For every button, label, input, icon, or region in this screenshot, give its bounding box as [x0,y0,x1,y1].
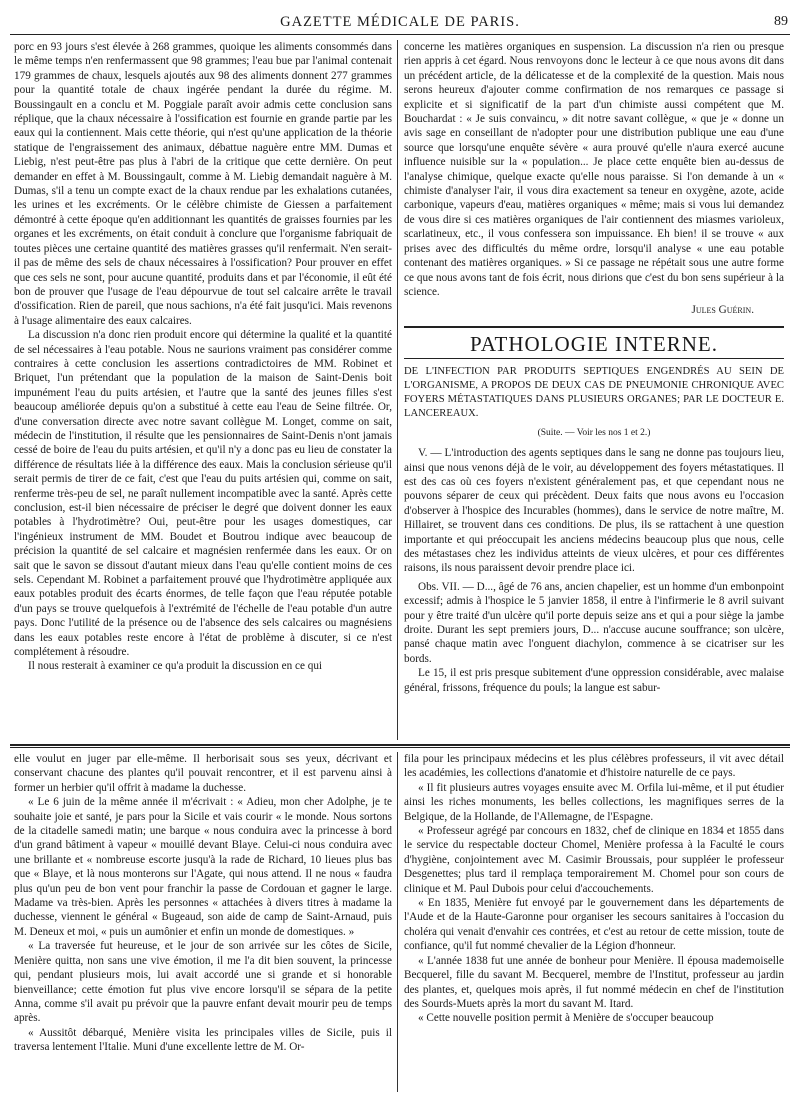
page-header [10,8,790,35]
article-title: DE L'INFECTION PAR PRODUITS SEPTIQUES ENGENDRÉS AU SEIN DE L'ORGANISME, A PROPOS DE DEUX CAS DE PNEUMONIE CHRONIQUE AVEC FOYERS MÉTASTATIQUES DANS PLUSIEURS ORGANES; PAR LE DOCTEUR E. LANCEREAUX. [404,365,784,419]
author-signature: Jules Guérin. [691,304,754,317]
section-header [404,326,784,359]
paragraph: « Il fit plusieurs autres voyages ensuite avec M. Orfila lui-même, et il put étudier ainsi les riches monuments, les belles collections, les magnifiques serres de la Belgique, de la Hollande, de l'Allemagne, de l'Espagne. [404,781,784,823]
paragraph: Il nous resterait à examiner ce qu'a produit la discussion en ce qui [28,660,323,673]
continuation-note: (Suite. — Voir les nos 1 et 2.) [537,427,651,438]
paragraph: fila pour les principaux médecins et les plus célèbres professeurs, il vit avec détail les académies, les collections d'anatomie et d'histoire naturelle de ce pays. [404,753,784,780]
column-top-left [14,40,392,740]
paragraph: porc en 93 jours s'est élevée à 268 grammes, quoique les aliments consommés dans le même temps n'en renfermassent que 98 grammes; l'eau bue par l'animal contenait 179 grammes de chaux, lesquels ajoutés aux 98 des aliments donnent 277 grammes pour la quantité totale de chaux ingérée pendant la durée du régime. M. Boussingault en a conclu et M. Poggiale paraît avoir admis cette conclusion sans réplique, que la chaux nécessaire à l'ossification est fournie en grande partie par les eaux qui la contiennent. Mais cette théorie, qui n'est qu'une application de la théorie statique de l'engraissement des animaux, débattue naguère entre MM. Dumas et Liebig, n'est peut-être pas plus à l'abri de la critique que cette dernière. On peut demander en effet à M. Boussingault, comme à M. Liebig demandait naguère à M. Dumas, s'il a tenu un compte exact de la chaux rendue par les exhalations cutanées, les urines et les excréments. Or le célèbre chimiste de Giessen a parfaitement démontré à cette époque qu'en additionnant les quantités de graisses fournies par les organes et les excréments, on était conduit à conclure que l'organisme fabriquait de toutes pièces une certaine quantité des matières grasses qu'il renfermait. N'en serait-il pas de même des sels de chaux nécessaires à l'ossification? Pour prouver en effet que ces sels ne sont, pour aucune quantité, produits dans et par l'économie, il eût été bon de prouver que l'usage de l'eau dépourvue de tout sel calcaire arrête le travail d'ossification. Rien de pareil, que nous sachions, n'a été fait jusqu'ici. Mais revenons à l'usage alimentaire des eaux calcaires. [14,41,392,327]
paragraph: « En 1835, Menière fut envoyé par le gouvernement dans les départements de l'Aude et de la Haute-Garonne pour organiser les secours sanitaires à l'occasion du choléra qui venait d'envahir ces contrées, et c'est au retour de cette mission, toute de confiance, qu'il fut nommé chevalier de la Légion d'honneur. [404,897,784,953]
column-divider [397,752,398,1092]
paragraph: « Professeur agrégé par concours en 1832, chef de clinique en 1834 et 1855 dans le service du respectable docteur Chomel, Menière professa à la Faculté le cours d'hygiène, conjointement avec M. Casimir Broussais, pour suppléer le professeur Desgenettes; plus tard il remplaça temporairement M. Chomel pour son cours de clinique et M. Paul Dubois pour celui d'accouchements. [404,825,784,895]
section-divider [10,744,790,746]
paragraph: elle voulut en juger par elle-même. Il herborisait sous ses yeux, décrivant et conservant chacune des plantes qu'il pouvait rencontrer, et il est parvenu ainsi à former un herbier qu'il offrit à madame la duchesse. [14,753,392,794]
section-title: PATHOLOGIE INTERNE. [469,331,719,356]
column-divider [397,40,398,740]
journal-title: GAZETTE MÉDICALE DE PARIS. [280,14,520,30]
section-divider-thin [10,747,790,748]
paragraph: Le 15, il est pris presque subitement d'une oppression considérable, avec malaise général, frissons, fréquence du pouls; la langue est sabur- [404,667,784,694]
paragraph: « L'année 1838 fut une année de bonheur pour Menière. Il épousa mademoiselle Becquerel, fille du savant M. Becquerel, membre de l'Institut, professeur au jardin des plantes, et, quelques mois après, il fut nommé médecin en chef de l'institution des Sourds-Muets après la mort du savant M. Itard. [404,954,784,1010]
paragraph: « Le 6 juin de la même année il m'écrivait : « Adieu, mon cher Adolphe, je te souhaite joie et santé, je pars pour la Sicile et vais courir « le monde. Nous sortons de la citadelle samedi matin; une barque « nous conduira avec la princesse à bord d'un grand bâtiment à vapeur « mouillé devant Blaye. Celui-ci nous conduira avec une brillante et « nombreuse escorte jusqu'à la rade de Richard, 10 lieues plus bas que « Blaye, et là nous monterons sur l'Agate, qui nous attend. Il ne nous « faudra plus qu'un peu de bon vent pour franchir la passe de Cordouan et gagner le large. Madame va très-bien. Après les personnes « attachées à divers titres à madame la duchesse, viennent le général « Bugeaud, son aide de camp de Saint-Arnaud, puis M. Deneux et moi, « puis un aumônier et enfin un monde de domestiques. » [14,796,392,938]
paragraph: V. — L'introduction des agents septiques dans le sang ne donne pas toujours lieu, ainsi que nous venons déjà de le voir, au développement des foyers métastatiques. Il est des cas où ces foyers n'existent généralement pas, et que cependant nous ne pouvons séparer de ceux qui précèdent. Deux faits que nous avons eu l'occasion d'observer à l'hospice des Incurables (hommes), dans le service de notre maître, M. Hillairet, se trouvent dans ces conditions. De plus, ils se rattachent à une question importante et qui préoccupait les anciens médecins beaucoup plus que nous, celle des métastases chez les individus atteints de vieux ulcères, et pour ces différentes raisons, ils nous paraissent devoir prendre place ici. [404,447,784,575]
paragraph: concerne les matières organiques en suspension. La discussion n'a rien ou presque rien appris à cet égard. Nous renvoyons donc le lecteur à ce que nous avons dit dans un précédent article, de la délicatesse et de la complexité de la question. Mais nous serons heureux d'ajouter comme confirmation de nos remarques ce passage si explicite et si significatif de la part d'un chimiste aussi compétent que M. Bouchardat : « Je suis convaincu, » dit notre savant collègue, « que je « donne un avis sage en conseillant de n'adopter pour une distribution publique une eau d'une source que lorsqu'une enquête sévère « aura prouvé qu'elle n'aura exercé aucune influence nuisible sur la « population... Je place cette enquête bien au-dessus de l'analyse chimique, quelque exacte qu'elle nous paraisse. Si l'on demande à un « chimiste d'analyser l'air, il vous dira exactement sa teneur en oxygène, azote, acide carbonique, vapeurs d'eau, matières organiques « même; mais si vous lui demandez de vous dire si ces matières organiques de l'air contiennent des miasmes varioleux, scarlatineux, etc., il vous confessera son impuissance. Eh bien! il se trouve « aux prises avec des difficultés du même ordre, lorsqu'il analyse « une eau potable contenant des matières organiques. » Si ce passage ne répétait sous une autre forme ce que nous avons tant de fois écrit, nous dirions que c'est du bon sens supérieur à la science. [404,41,784,298]
paragraph: « La traversée fut heureuse, et le jour de son arrivée sur les côtes de Sicile, Menière quitta, non sans une vive émotion, il me l'a dit bien souvent, la princesse qui, pendant plusieurs mois, lui avait accordé une si grande et si honorable bienveillance; cette émotion fut plus vive encore lorsqu'il se sépara de la petite Anna, comme s'il avait pu prévoir que la pauvre enfant devait mourir peu de temps après. [14,940,392,1025]
paragraph: « Aussitôt débarqué, Menière visita les principales villes de Sicile, puis il traversa lentement l'Italie. Muni d'une excellente lettre de M. Or- [14,1026,392,1054]
page-number: 89 [774,14,788,29]
paragraph: La discussion n'a donc rien produit encore qui détermine la qualité et la quantité de sel nécessaires à l'eau potable. Nous ne saurions vraiment pas considérer comme contraires à cette conclusion les assertions contradictoires de MM. Robinet et Briquet, l'un prétendant que la population de la maison de Saint-Denis boit impunément l'eau du puits artésien, et l'autre que la santé des jeunes filles s'est beaucoup améliorée depuis qu'on a substitué à cette eau l'eau de Seine filtrée. Or, d'une conversation directe avec notre savant collègue M. Longet, comme on sait, médecin de l'institution, il résulte que les pensionnaires de Saint-Denis n'ont jamais cessé de boire de l'eau du puits artésien, et qu'il n'y a donc pas eu lieu de constater la différence de résultats liée à la différence des eaux. Mais la conclusion sérieuse qu'il serait permis de tirer de ce fait, c'est que l'eau du puits artésien qui, comme on sait, renferme très-peu de sel, ne paraît nullement incompatible avec la santé. Après cette conclusion, est-il bien nécessaire de préciser le degré que doivent donner les eaux potables à l'hydrotimètre? Oui, peut-être pour les usages domestiques, car l'ingénieux instrument de MM. Boudet et Boutrou indique avec beaucoup de précision la quantité de sel calcaire et magnésien renfermée dans les eaux. Or on sait que le savon se dissout d'autant mieux dans l'eau qu'elle contient moins de ces sels. Cependant M. Robinet a parfaitement prouvé que l'hydrotimètre appliquée aux eaux potables produit des écarts énormes, de telle façon que l'eau réputée potable d'un pays se trouve quelquefois à l'extrémité de l'échelle de l'eau potable d'un autre pays. Donc l'utilité de la présence ou de l'absence des sels calcaires ou magnésiens dans les eaux potables reste encore à l'état de problème à discuter, si ce n'est complétement à résoudre. [14,329,392,659]
paragraph: « Cette nouvelle position permit à Menière de s'occuper beaucoup [418,1012,714,1025]
column-bottom-right [404,752,784,1092]
observation-paragraph: Obs. VII. — D..., âgé de 76 ans, ancien chapelier, est un homme d'un embonpoint excessif; admis à l'hospice le 5 janvier 1858, il entre à l'infirmerie le 8 avril suivant pour y être traité d'un ulcère qu'il porte depuis seize ans et qui a pour siège la jambe droite. Durant les sept premiers jours, D... n'accuse aucune souffrance; son ulcère, pansé chaque matin avec l'onguent diachylon, commence à se cicatriser sur les bords. [404,580,784,665]
column-top-right [404,40,784,740]
column-bottom-left [14,752,392,1092]
